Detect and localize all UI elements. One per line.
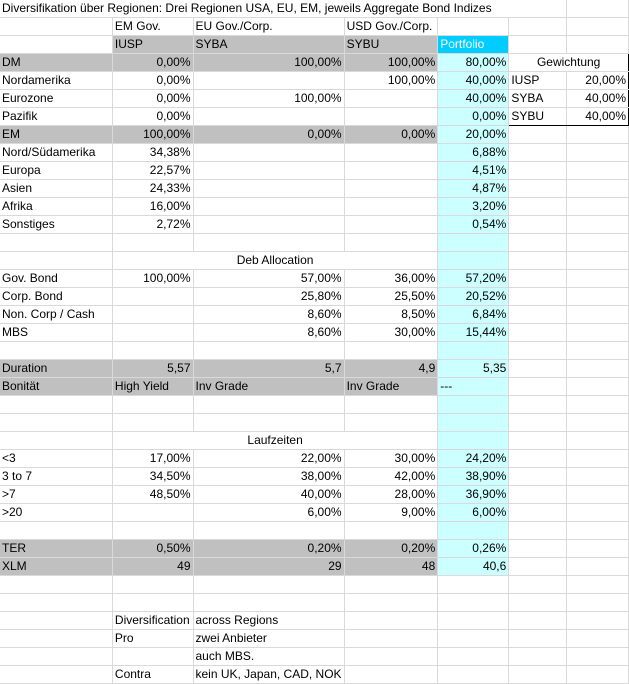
cell[interactable] <box>438 18 509 36</box>
portfolio-value[interactable]: 0,26% <box>438 540 509 558</box>
cell[interactable] <box>438 594 509 612</box>
region-value[interactable]: 0,00% <box>193 126 344 144</box>
contra-text[interactable]: kein UK, Japan, CAD, NOK <box>193 666 344 684</box>
cell[interactable] <box>509 630 566 648</box>
debt-label[interactable]: Corp. Bond <box>0 288 112 306</box>
cell[interactable] <box>566 144 628 162</box>
debt-label[interactable]: Non. Corp / Cash <box>0 306 112 324</box>
debt-label[interactable]: MBS <box>0 324 112 342</box>
cell[interactable] <box>344 522 438 540</box>
debt-row <box>0 306 629 324</box>
region-row <box>0 108 629 126</box>
cell[interactable] <box>566 540 628 558</box>
debt-row <box>0 288 629 306</box>
cell[interactable] <box>566 36 628 54</box>
region-value[interactable] <box>344 216 438 234</box>
region-value[interactable]: 0,00% <box>112 54 193 72</box>
blank-row <box>0 522 629 540</box>
cell[interactable] <box>344 612 438 630</box>
cell[interactable] <box>0 396 112 414</box>
cell[interactable] <box>509 162 566 180</box>
notes-row <box>0 666 629 684</box>
cell[interactable] <box>193 414 344 432</box>
cell[interactable] <box>509 504 566 522</box>
blank-row <box>0 342 629 360</box>
region-row <box>0 90 629 108</box>
region-value[interactable] <box>193 72 344 90</box>
cell[interactable] <box>509 18 566 36</box>
cell[interactable] <box>112 648 193 666</box>
debt-value[interactable]: 8,60% <box>193 324 344 342</box>
cell[interactable] <box>566 594 628 612</box>
maturity-value[interactable]: 34,50% <box>112 468 193 486</box>
cell[interactable] <box>438 576 509 594</box>
ter-label[interactable]: TER <box>0 540 112 558</box>
ticker-header[interactable]: SYBA <box>193 36 344 54</box>
cell[interactable] <box>0 234 112 252</box>
cell[interactable] <box>344 396 438 414</box>
region-label[interactable]: Europa <box>0 162 112 180</box>
cell[interactable] <box>566 648 628 666</box>
maturity-value[interactable]: 6,00% <box>193 504 344 522</box>
cell[interactable] <box>509 324 566 342</box>
maturity-value[interactable]: 30,00% <box>344 450 438 468</box>
cell[interactable] <box>0 630 112 648</box>
cell[interactable] <box>566 288 628 306</box>
cell[interactable] <box>0 522 112 540</box>
portfolio-value[interactable]: 4,87% <box>438 180 509 198</box>
maturity-value[interactable] <box>112 504 193 522</box>
cell[interactable] <box>344 594 438 612</box>
cell[interactable] <box>566 0 628 18</box>
cell[interactable] <box>566 504 628 522</box>
ter-value[interactable]: 0,50% <box>112 540 193 558</box>
cell[interactable] <box>509 468 566 486</box>
rating-row <box>0 378 629 396</box>
debt-value[interactable]: 57,00% <box>193 270 344 288</box>
maturity-row <box>0 504 629 522</box>
title-row <box>0 0 629 18</box>
cell[interactable] <box>112 576 193 594</box>
notes-row <box>0 612 629 630</box>
portfolio-value[interactable]: 6,88% <box>438 144 509 162</box>
cell[interactable] <box>0 414 112 432</box>
region-value[interactable]: 100,00% <box>112 126 193 144</box>
region-value[interactable] <box>344 90 438 108</box>
portfolio-value[interactable]: 40,6 <box>438 558 509 576</box>
region-label[interactable]: Eurozone <box>0 90 112 108</box>
weighting-value[interactable]: 40,00% <box>566 108 628 126</box>
maturity-label[interactable]: 3 to 7 <box>0 468 112 486</box>
cell[interactable] <box>438 396 509 414</box>
region-row <box>0 126 629 144</box>
ticker-header[interactable]: SYBU <box>344 36 438 54</box>
cell[interactable] <box>509 432 566 450</box>
cell[interactable] <box>509 360 566 378</box>
cell[interactable] <box>438 414 509 432</box>
cell[interactable] <box>193 234 344 252</box>
cell[interactable] <box>344 630 438 648</box>
rating-value[interactable]: High Yield <box>112 378 193 396</box>
xlm-value[interactable]: 49 <box>112 558 193 576</box>
cell[interactable] <box>509 342 566 360</box>
sheet-title[interactable]: Diversifikation über Regionen: Drei Regionen USA, EU, EM, jeweils Aggregate Bond Indizes <box>0 0 509 18</box>
maturity-label[interactable]: >20 <box>0 504 112 522</box>
cell[interactable] <box>509 144 566 162</box>
cell[interactable] <box>112 594 193 612</box>
maturity-row <box>0 468 629 486</box>
debt-value[interactable]: 30,00% <box>344 324 438 342</box>
duration-row <box>0 360 629 378</box>
portfolio-value[interactable]: 0,54% <box>438 216 509 234</box>
debt-row <box>0 270 629 288</box>
region-value[interactable] <box>193 162 344 180</box>
ter-value[interactable]: 0,20% <box>193 540 344 558</box>
rating-value[interactable]: Inv Grade <box>344 378 438 396</box>
notes-row <box>0 648 629 666</box>
section-title-row <box>0 252 629 270</box>
region-value[interactable]: 0,00% <box>112 90 193 108</box>
region-label[interactable]: DM <box>0 54 112 72</box>
duration-value[interactable]: 5,57 <box>112 360 193 378</box>
region-value[interactable] <box>193 144 344 162</box>
region-value[interactable]: 0,00% <box>112 108 193 126</box>
cell[interactable] <box>112 234 193 252</box>
cell[interactable] <box>0 18 112 36</box>
section-title[interactable]: Laufzeiten <box>112 432 437 450</box>
region-value[interactable] <box>193 198 344 216</box>
xlm-row <box>0 558 629 576</box>
cell[interactable] <box>344 342 438 360</box>
weighting-title[interactable]: Gewichtung <box>509 54 629 72</box>
fund-desc-cell[interactable]: USD Gov./Corp. <box>344 18 438 36</box>
debt-value[interactable]: 25,80% <box>193 288 344 306</box>
maturity-value[interactable]: 48,50% <box>112 486 193 504</box>
cell[interactable] <box>438 342 509 360</box>
portfolio-value[interactable]: 57,20% <box>438 270 509 288</box>
xlm-value[interactable]: 48 <box>344 558 438 576</box>
cell[interactable] <box>509 486 566 504</box>
maturity-label[interactable]: >7 <box>0 486 112 504</box>
region-value[interactable]: 0,00% <box>112 72 193 90</box>
cell[interactable] <box>566 180 628 198</box>
cell[interactable] <box>0 342 112 360</box>
cell[interactable] <box>566 432 628 450</box>
cell[interactable] <box>509 198 566 216</box>
region-row <box>0 144 629 162</box>
notes-heading-a[interactable]: Diversification <box>112 612 193 630</box>
cell[interactable] <box>193 396 344 414</box>
fund-desc-cell[interactable]: EM Gov. <box>112 18 193 36</box>
cell[interactable] <box>566 612 628 630</box>
region-row <box>0 72 629 90</box>
cell[interactable] <box>566 18 628 36</box>
cell[interactable] <box>509 576 566 594</box>
debt-label[interactable]: Gov. Bond <box>0 270 112 288</box>
ter-row <box>0 540 629 558</box>
region-label[interactable]: EM <box>0 126 112 144</box>
cell[interactable] <box>509 126 566 144</box>
cell[interactable] <box>438 630 509 648</box>
section-title-row <box>0 432 629 450</box>
region-row <box>0 54 629 72</box>
fund-desc-row <box>0 18 629 36</box>
duration-value[interactable]: 5,7 <box>193 360 344 378</box>
duration-label[interactable]: Duration <box>0 360 112 378</box>
cell[interactable] <box>566 576 628 594</box>
cell[interactable] <box>438 252 509 270</box>
region-label[interactable]: Sonstiges <box>0 216 112 234</box>
region-value[interactable]: 100,00% <box>193 54 344 72</box>
cell[interactable] <box>566 198 628 216</box>
weighting-value[interactable]: 40,00% <box>566 90 628 108</box>
cell[interactable] <box>566 396 628 414</box>
cell[interactable] <box>509 0 566 18</box>
region-value[interactable] <box>344 162 438 180</box>
region-row <box>0 216 629 234</box>
blank-row <box>0 234 629 252</box>
cell[interactable] <box>566 378 628 396</box>
portfolio-value[interactable]: 6,84% <box>438 306 509 324</box>
cell[interactable] <box>112 522 193 540</box>
maturity-row <box>0 486 629 504</box>
region-value[interactable]: 2,72% <box>112 216 193 234</box>
region-value[interactable] <box>193 180 344 198</box>
cell[interactable] <box>0 576 112 594</box>
cell[interactable] <box>438 648 509 666</box>
maturity-value[interactable]: 22,00% <box>193 450 344 468</box>
xlm-label[interactable]: XLM <box>0 558 112 576</box>
pro-text[interactable]: auch MBS. <box>193 648 344 666</box>
region-row <box>0 198 629 216</box>
cell[interactable] <box>193 576 344 594</box>
portfolio-value[interactable]: 3,20% <box>438 198 509 216</box>
cell[interactable] <box>509 216 566 234</box>
portfolio-value[interactable]: 36,90% <box>438 486 509 504</box>
cell[interactable] <box>509 288 566 306</box>
ticker-header-row <box>0 36 629 54</box>
cell[interactable] <box>566 450 628 468</box>
weighting-ticker[interactable]: SYBU <box>509 108 566 126</box>
maturity-value[interactable]: 38,00% <box>193 468 344 486</box>
cell[interactable] <box>344 666 438 684</box>
region-value[interactable]: 34,38% <box>112 144 193 162</box>
cell[interactable] <box>566 216 628 234</box>
cell[interactable] <box>566 468 628 486</box>
cell[interactable] <box>509 414 566 432</box>
blank-row <box>0 414 629 432</box>
cell[interactable] <box>566 162 628 180</box>
region-value[interactable] <box>193 216 344 234</box>
cell[interactable] <box>509 666 566 684</box>
notes-row <box>0 630 629 648</box>
ticker-header[interactable]: IUSP <box>112 36 193 54</box>
portfolio-value[interactable]: 40,00% <box>438 72 509 90</box>
weighting-value[interactable]: 20,00% <box>566 72 628 90</box>
cell[interactable] <box>509 234 566 252</box>
cell[interactable] <box>344 648 438 666</box>
pro-label[interactable]: Pro <box>112 630 193 648</box>
debt-value[interactable]: 8,50% <box>344 306 438 324</box>
cell[interactable] <box>509 558 566 576</box>
maturity-value[interactable]: 42,00% <box>344 468 438 486</box>
debt-row <box>0 324 629 342</box>
debt-value[interactable]: 8,60% <box>193 306 344 324</box>
portfolio-value[interactable]: 20,00% <box>438 126 509 144</box>
region-value[interactable]: 16,00% <box>112 198 193 216</box>
pro-text[interactable]: zwei Anbieter <box>193 630 344 648</box>
cell[interactable] <box>344 576 438 594</box>
cell[interactable] <box>193 342 344 360</box>
region-value[interactable] <box>344 108 438 126</box>
portfolio-value[interactable]: 80,00% <box>438 54 509 72</box>
cell[interactable] <box>438 234 509 252</box>
cell[interactable] <box>438 612 509 630</box>
cell[interactable] <box>509 378 566 396</box>
contra-label[interactable]: Contra <box>112 666 193 684</box>
cell[interactable] <box>566 270 628 288</box>
cell[interactable] <box>509 450 566 468</box>
cell[interactable] <box>438 432 509 450</box>
portfolio-value[interactable]: --- <box>438 378 509 396</box>
cell[interactable] <box>566 342 628 360</box>
region-row <box>0 180 629 198</box>
debt-value[interactable] <box>112 324 193 342</box>
debt-value[interactable]: 36,00% <box>344 270 438 288</box>
weighting-ticker[interactable]: SYBA <box>509 90 566 108</box>
cell[interactable] <box>509 180 566 198</box>
cell[interactable] <box>112 414 193 432</box>
cell[interactable] <box>0 648 112 666</box>
cell[interactable] <box>566 306 628 324</box>
cell[interactable] <box>509 252 566 270</box>
cell[interactable] <box>112 342 193 360</box>
rating-value[interactable]: Inv Grade <box>193 378 344 396</box>
cell[interactable] <box>438 666 509 684</box>
cell[interactable] <box>566 522 628 540</box>
region-value[interactable] <box>193 108 344 126</box>
cell[interactable] <box>0 36 112 54</box>
cell[interactable] <box>112 396 193 414</box>
cell[interactable] <box>0 252 112 270</box>
portfolio-value[interactable]: 5,35 <box>438 360 509 378</box>
region-label[interactable]: Afrika <box>0 198 112 216</box>
region-value[interactable]: 100,00% <box>344 72 438 90</box>
cell[interactable] <box>0 666 112 684</box>
region-value[interactable]: 100,00% <box>344 54 438 72</box>
cell[interactable] <box>509 522 566 540</box>
region-value[interactable]: 22,57% <box>112 162 193 180</box>
ter-value[interactable]: 0,20% <box>344 540 438 558</box>
cell[interactable] <box>566 234 628 252</box>
portfolio-value[interactable]: 4,51% <box>438 162 509 180</box>
region-label[interactable]: Nordamerika <box>0 72 112 90</box>
notes-heading-b[interactable]: across Regions <box>193 612 344 630</box>
region-value[interactable] <box>344 180 438 198</box>
cell[interactable] <box>509 594 566 612</box>
cell[interactable] <box>509 36 566 54</box>
maturity-value[interactable]: 40,00% <box>193 486 344 504</box>
maturity-value[interactable]: 28,00% <box>344 486 438 504</box>
cell[interactable] <box>0 594 112 612</box>
cell[interactable] <box>509 648 566 666</box>
cell[interactable] <box>0 432 112 450</box>
cell[interactable] <box>344 234 438 252</box>
portfolio-value[interactable]: 38,90% <box>438 468 509 486</box>
cell[interactable] <box>509 396 566 414</box>
debt-value[interactable] <box>112 306 193 324</box>
cell[interactable] <box>566 486 628 504</box>
cell[interactable] <box>344 414 438 432</box>
cell[interactable] <box>509 612 566 630</box>
cell[interactable] <box>566 666 628 684</box>
region-value[interactable]: 100,00% <box>193 90 344 108</box>
xlm-value[interactable]: 29 <box>193 558 344 576</box>
maturity-label[interactable]: <3 <box>0 450 112 468</box>
cell[interactable] <box>566 630 628 648</box>
region-value[interactable] <box>344 144 438 162</box>
cell[interactable] <box>509 270 566 288</box>
fund-desc-cell[interactable]: EU Gov./Corp. <box>193 18 344 36</box>
region-value[interactable]: 0,00% <box>344 126 438 144</box>
cell[interactable] <box>509 306 566 324</box>
cell[interactable] <box>193 522 344 540</box>
debt-value[interactable]: 100,00% <box>112 270 193 288</box>
region-label[interactable]: Pazifik <box>0 108 112 126</box>
cell[interactable] <box>0 612 112 630</box>
cell[interactable] <box>566 414 628 432</box>
region-value[interactable]: 24,33% <box>112 180 193 198</box>
region-label[interactable]: Nord/Südamerika <box>0 144 112 162</box>
cell[interactable] <box>438 522 509 540</box>
cell[interactable] <box>566 324 628 342</box>
portfolio-value[interactable]: 0,00% <box>438 108 509 126</box>
cell[interactable] <box>566 252 628 270</box>
portfolio-value[interactable]: 40,00% <box>438 90 509 108</box>
region-row <box>0 162 629 180</box>
cell[interactable] <box>193 594 344 612</box>
weighting-ticker[interactable]: IUSP <box>509 72 566 90</box>
blank-row <box>0 396 629 414</box>
duration-value[interactable]: 4,9 <box>344 360 438 378</box>
blank-row <box>0 594 629 612</box>
debt-value[interactable] <box>112 288 193 306</box>
portfolio-value[interactable]: 15,44% <box>438 324 509 342</box>
debt-value[interactable]: 25,50% <box>344 288 438 306</box>
cell[interactable] <box>566 126 628 144</box>
rating-label[interactable]: Bonität <box>0 378 112 396</box>
portfolio-value[interactable]: 20,52% <box>438 288 509 306</box>
cell[interactable] <box>566 360 628 378</box>
maturity-row <box>0 450 629 468</box>
cell[interactable] <box>566 558 628 576</box>
maturity-value[interactable]: 17,00% <box>112 450 193 468</box>
portfolio-value[interactable]: 24,20% <box>438 450 509 468</box>
portfolio-value[interactable]: 6,00% <box>438 504 509 522</box>
cell[interactable] <box>509 540 566 558</box>
blank-row <box>0 576 629 594</box>
portfolio-header[interactable]: Portfolio <box>438 36 509 54</box>
section-title[interactable]: Deb Allocation <box>112 252 437 270</box>
region-label[interactable]: Asien <box>0 180 112 198</box>
maturity-value[interactable]: 9,00% <box>344 504 438 522</box>
region-value[interactable] <box>344 198 438 216</box>
